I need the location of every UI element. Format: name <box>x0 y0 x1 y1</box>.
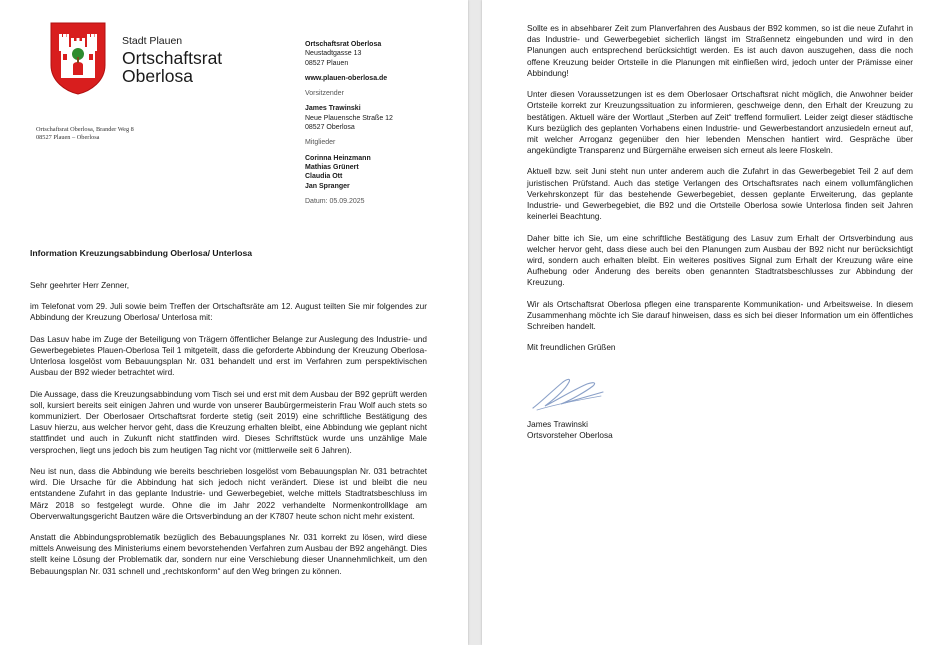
closing-greeting: Mit freundlichen Grüßen <box>527 343 616 353</box>
coat-of-arms-icon <box>49 21 107 95</box>
sender-street: Neustadtgasse 13 <box>305 50 362 58</box>
body-paragraph: Aktuell bzw. seit Juni steht nun unter anderem auch die Zufahrt in das Gewerbegebiet Teil 2 auf dem juristischen Prüfstand. Auch das stetige Verlangen des Ortschaftsrates nach einem vollumfänglichen Verkehrskonzept für das bestehende Gewerbegebiet, dessen geplante Erweiterung, das geplante Industrie- und Gewerbegebiet, die B92 und die Ortsteile Oberlosa sowie Unterlosa finden seit Jahren keinerlei Beachtung. <box>527 167 913 222</box>
return-address-line: 08527 Plauen – Oberlosa <box>36 133 100 141</box>
sender-org: Ortschaftsrat Oberlosa <box>305 41 382 48</box>
website-link[interactable]: www.plauen-oberlosa.de <box>305 74 388 82</box>
chair-city: 08527 Oberlosa <box>305 124 355 132</box>
body-paragraph: im Telefonat vom 29. Juli sowie beim Treffen der Ortschaftsräte am 12. August teilten Sie mir folgendes zur Abbindung der Kreuzung Oberlosa/ Unterlosa mit: <box>30 302 427 323</box>
letter-body-page-2 <box>527 23 913 363</box>
letter-subject: Information Kreuzungsabbindung Oberlosa/ Unterlosa <box>30 248 253 258</box>
member-name: Mathias Grünert <box>305 163 359 171</box>
signatory-name: James Trawinski <box>527 420 588 429</box>
signoff-block <box>527 419 613 441</box>
return-address <box>36 126 134 142</box>
handwritten-signature <box>527 374 607 414</box>
member-name: Corinna Heinzmann <box>305 154 371 162</box>
council-title-line2: Oberlosa <box>122 66 194 87</box>
letter-body-page-1 <box>30 280 427 587</box>
signatory-role: Ortsvorsteher Oberlosa <box>527 431 613 441</box>
body-paragraph: Wir als Ortschaftsrat Oberlosa pflegen eine transparente Kommunikation- und Arbeitsweise. In diesem Zusammenhang möchte ich Sie darauf hinweisen, dass es sich bei dieser Information um ein öffentliches Schreiben handelt. <box>527 299 913 332</box>
body-paragraph: Sollte es in absehbarer Zeit zum Planverfahren des Ausbaus der B92 kommen, so ist die neue Zufahrt in das Industrie- und Gewerbegebiet sicherlich längst im Straßennetz eingebunden und wird in den Planungen auch entsprechend berücksichtigt werden. Es ist auch davon auszugehen, dass die noch offene Kreuzung beider Ortsteile in die Planungen mit einfließen wird, jedoch unter der Prämisse einer Abbindung! <box>527 24 913 78</box>
body-paragraph: Die Aussage, dass die Kreuzungsabbindung vom Tisch sei und erst mit dem Ausbau der B92 geprüft werden soll, kursiert bereits seit einigen Jahren und wurde von unserer Baubürgermeisterin Frau Wolf auch stets so kommuniziert. Der Oberlosaer Ortschaftsrat forderte stetig (seit 2019) eine schriftliche Bestätigung des Lasuv hierzu, aus welcher hervor geht, dass die Kreuzung erhalten bleibt, eine Abbindung wie geplant nicht stattfindet und auch in Zukunft nicht stattfinden wird. Dieses Schriftstück wurde uns unzählige Male versprochen, liegt uns jedoch bis zum heutigen Tag nicht vor (mittlerweile seit 6 Jahren). <box>30 389 427 455</box>
city-name: Stadt Plauen <box>122 35 183 47</box>
organisation-name <box>122 36 222 86</box>
chair-street: Neue Plauensche Straße 12 <box>305 114 393 122</box>
body-paragraph: Anstatt die Abbindungsproblematik bezüglich des Bebauungsplanes Nr. 031 korrekt zu lösen, wird diese mittels Anweisung des Ministeriums einem bevorstehenden Verfahren zum Ausbau der B92 angehängt. Dies stellt keine Lösung der Problematik dar, sondern nur eine Verschiebung dieser Unannehmlichkeit, um den Bebauungsplan Nr. 031 schnell und „rechtskonform“ auf den Weg bringen zu können. <box>30 532 427 576</box>
body-paragraph: Das Lasuv habe im Zuge der Beteiligung von Trägern öffentlicher Belange zur Auslegung des Industrie- und Gewerbegebietes Plauen-Oberlosa Teil 1 mitgeteilt, dass die geforderte Abbindung der Kreuzung Oberlosa-Unterlosa losgelöst vom Bebauungsplan Nr. 031 behandelt und erst im Verfahren zum perspektivischen Ausbau der B92 wieder betrachtet wird. <box>30 334 427 378</box>
salutation: Sehr geehrter Herr Zenner, <box>30 281 130 290</box>
members-label: Mitglieder <box>305 139 336 147</box>
body-paragraph: Neu ist nun, dass die Abbindung wie bereits beschrieben losgelöst vom Bebauungsplan Nr. 031 betrachtet wird. Die Ursache für die Abbindung hat sich jedoch nicht verändert. Diese ist und bleibt die neu entstandene Zufahrt in das geplante Industrie- und Gewerbegebiet, welche mittels Stadtratsbeschluss im März 2018 so festgelegt wurde. Ohne die im Jahr 2022 verhandelte Normenkontrollklage am Oberverwaltungsgericht Bautzen wäre die Ortsverbindung an der K7807 heute schon nicht mehr existent. <box>30 466 427 521</box>
sender-info-column <box>305 40 465 206</box>
return-address-line: Ortschaftsrat Oberlosa, Brander Weg 8 <box>36 126 134 133</box>
member-name: Jan Spranger <box>305 182 350 190</box>
member-name: Claudia Ott <box>305 173 343 181</box>
chair-name: James Trawinski <box>305 105 361 113</box>
sender-zip-city: 08527 Plauen <box>305 59 349 67</box>
body-paragraph: Daher bitte ich Sie, um eine schriftliche Bestätigung des Lasuv zum Erhalt der Ortsverbindung aus welcher hervor geht, dass diese auch bei den Planungen zum Ausbau der B92 nicht nur berücksichtigt wird, sondern auch erhalten bleibt. Ein weiteres positives Signal zum Erhalt der Kreuzung wäre eine Aufhebung oder Änderung des bereits oben genannten Stadtratsbeschlusses zur Abbindung der Kreuzung. <box>527 233 913 288</box>
letter-page-2 <box>482 0 935 645</box>
council-title-line1: Ortschaftsrat <box>122 47 223 68</box>
chair-label: Vorsitzender <box>305 90 344 98</box>
body-paragraph: Unter diesen Voraussetzungen ist es dem Oberlosaer Ortschaftsrat nicht möglich, die Anwohner beider Ortsteile korrekt zur Kreuzungssituation zu informieren, geschweige denn, den Erhalt der Kreuzung zu bestätigen. Aktuell wäre der Wortlaut „Sterben auf Zeit“ treffend formuliert. Leider zeigt dieser städtische Kurs bezüglich des geplanten Vorhabens einen Industrie- und Gewerbestandort anzusiedeln erneut auf, mit welcher Arroganz gegenüber den hier lebenden Menschen hantiert wird. Gespräche über angekündigte Transparenz und Bürgernähe erweisen sich erneut als leere Floskeln. <box>527 90 913 156</box>
letter-date: Datum: 05.09.2025 <box>305 197 365 205</box>
